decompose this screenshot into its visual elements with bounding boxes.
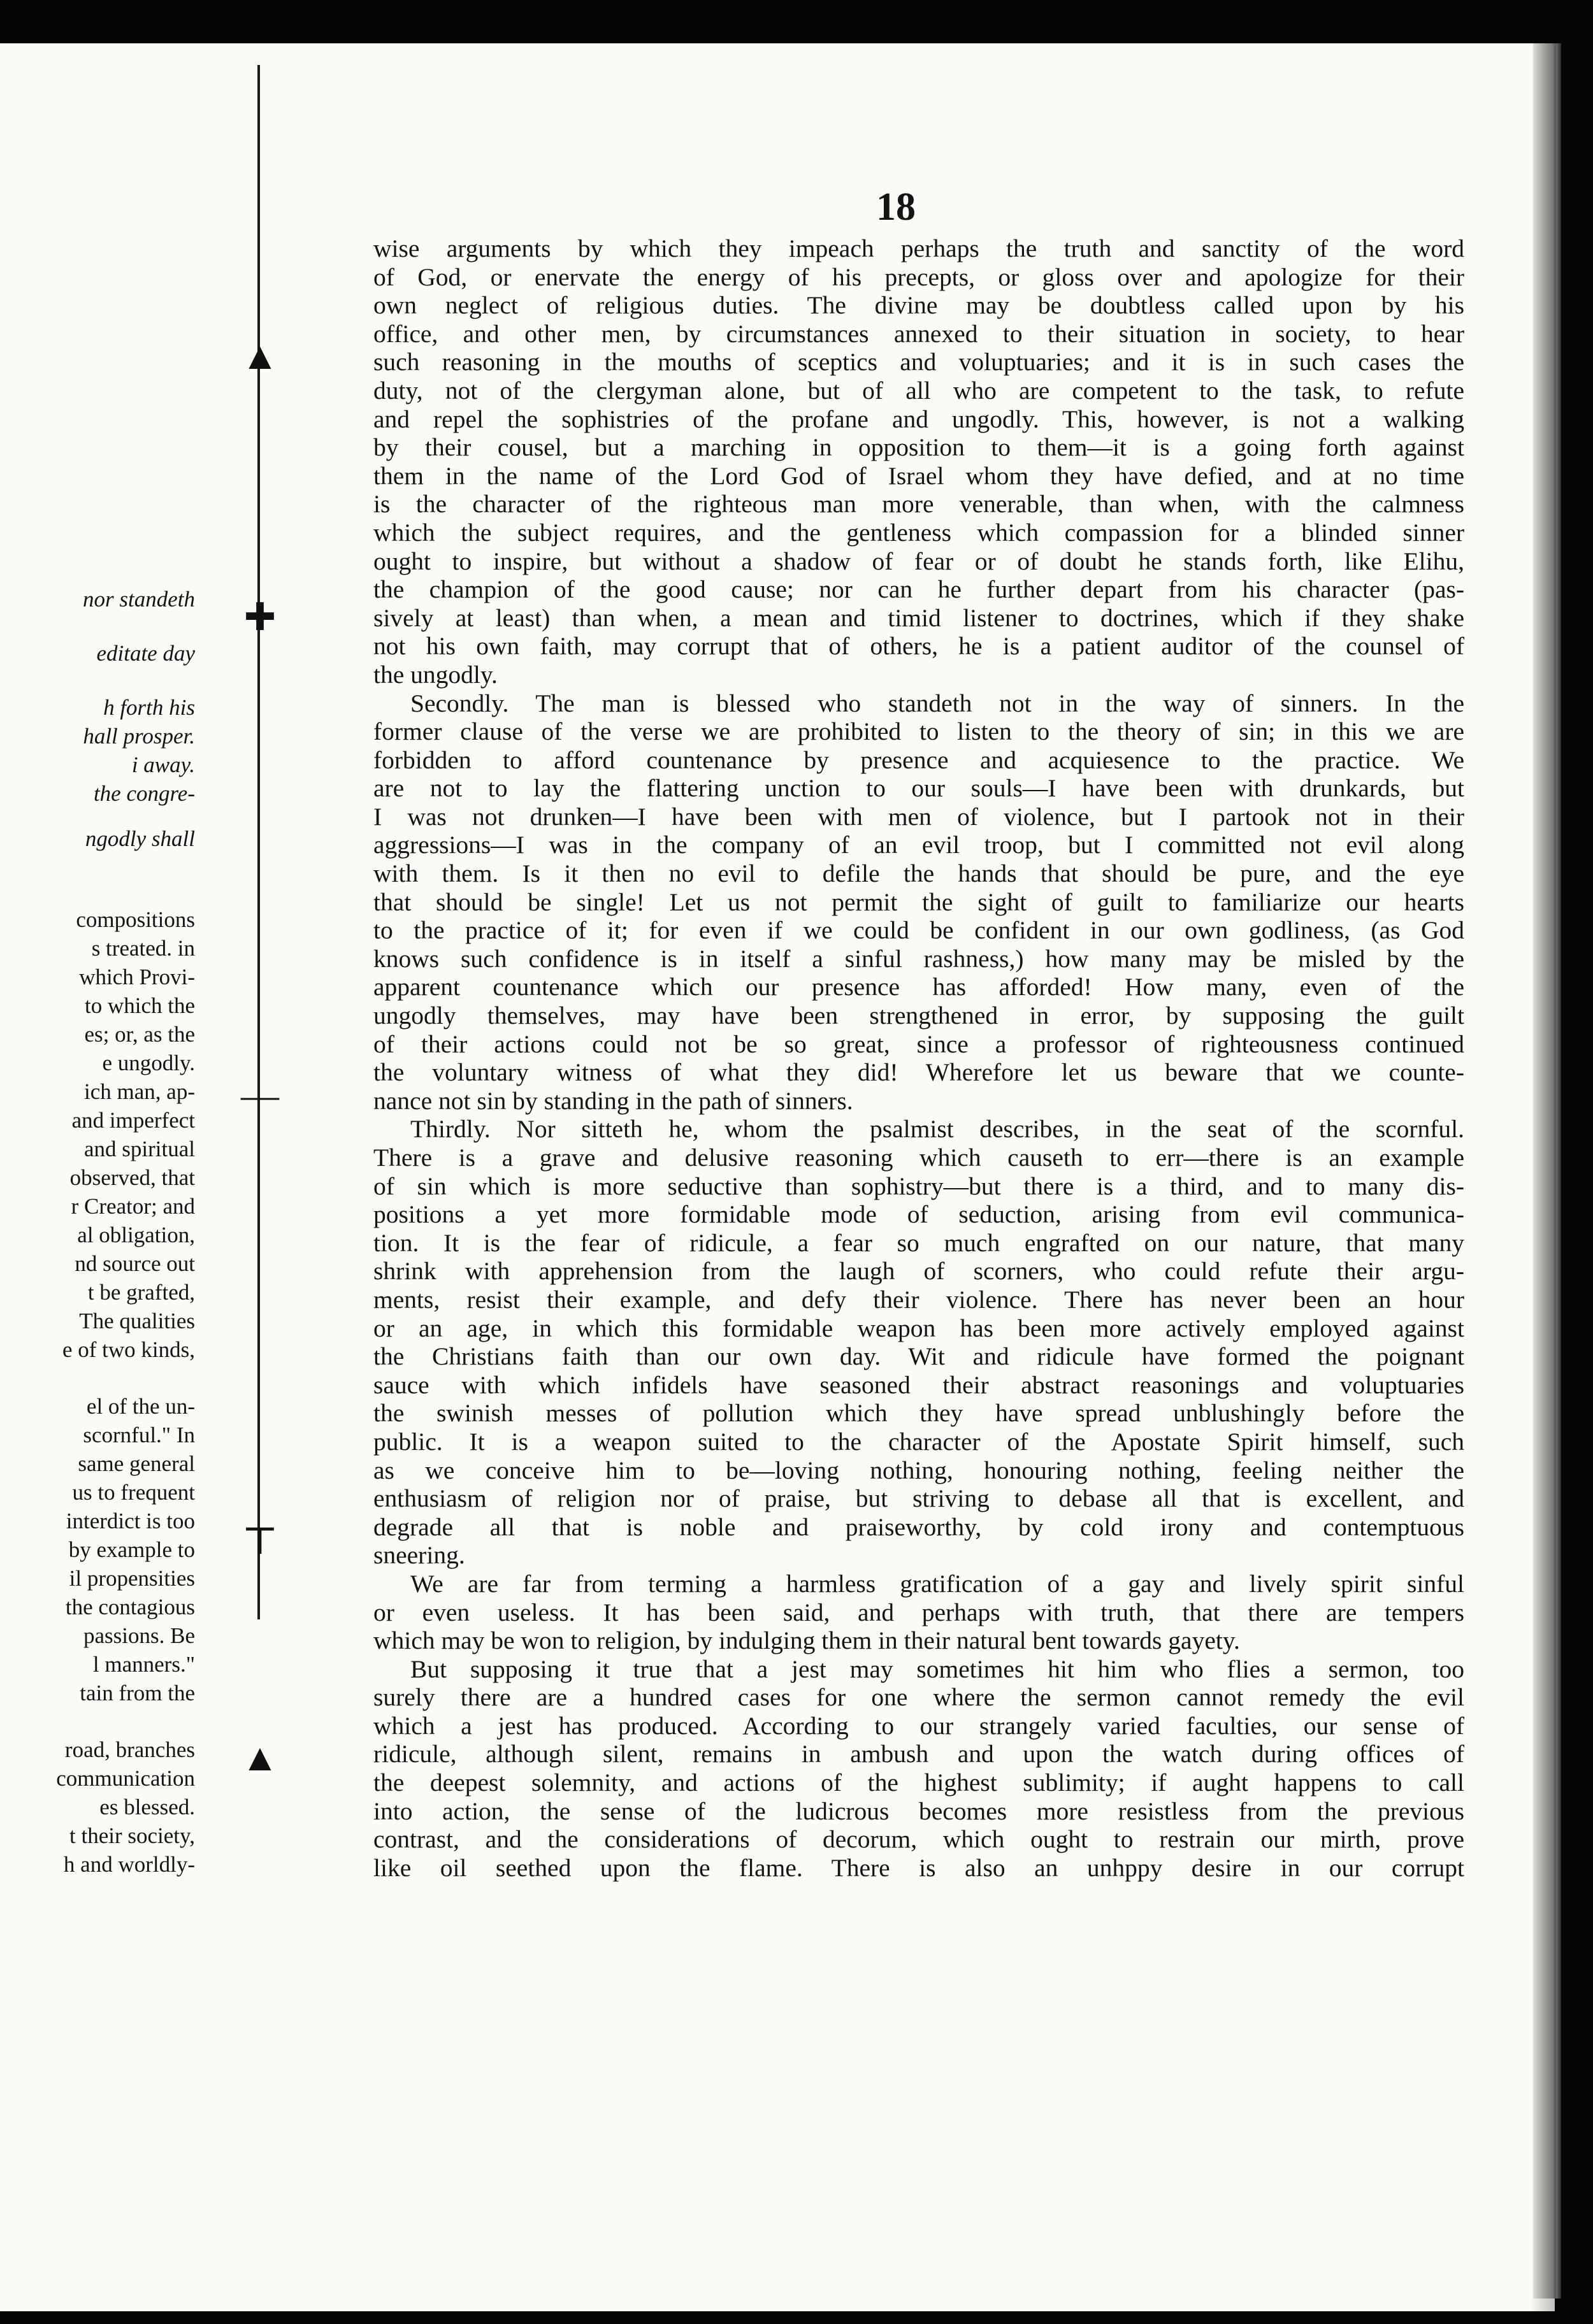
fragment-line: road, branches (64, 1737, 195, 1762)
fragment-line: h and worldly- (63, 1852, 195, 1877)
text-line: forbidden to afford countenance by presence and acquiesence to the practice. We (373, 745, 1464, 774)
text-line: the champion of the good cause; nor can he further depart from his character (pas- (373, 575, 1464, 604)
text-line: by their cousel, but a marching in opposition to them—it is a going forth against (373, 433, 1464, 462)
fragment-line: tain from the (80, 1681, 195, 1705)
body-text (373, 234, 1464, 1882)
fragment-line: to which the (84, 993, 195, 1018)
fragment-line: i away. (131, 752, 195, 777)
text-line: not his own faith, may corrupt that of others, he is a patient auditor of the counsel of (373, 632, 1464, 661)
text-line: enthusiasm of religion nor of praise, but striving to debase all that is excellent, and (373, 1484, 1464, 1513)
binding-ornament-icon: ▲ (241, 1737, 279, 1779)
text-line: the swinish messes of pollution which they have spread unblushingly before the (373, 1399, 1464, 1428)
text-line: of their actions could not be so great, since a professor of righteousness continued (373, 1029, 1464, 1058)
text-line: nance not sin by standing in the path of sinners. (373, 1086, 853, 1115)
text-line: which may be won to religion, by indulging them in their natural bent towards gayety. (373, 1626, 1240, 1655)
text-line: I was not drunken—I have been with men of violence, but I partook not in their (373, 802, 1464, 831)
fragment-line: and spiritual (84, 1137, 195, 1161)
text-line: like oil seethed upon the flame. There is also an unhppy desire in our corrupt (373, 1853, 1464, 1882)
fragment-line: passions. Be (83, 1623, 195, 1648)
text-line: contrast, and the considerations of decorum, which ought to restrain our mirth, prove (373, 1825, 1464, 1854)
fragment-line: al obligation, (77, 1223, 195, 1247)
text-line: the deepest solemnity, and actions of the highest sublimity; if aught happens to call (373, 1768, 1464, 1797)
text-line: the ungodly. (373, 660, 498, 689)
fragment-line: l manners." (92, 1652, 195, 1677)
binding-ornament-icon: ✚ (243, 596, 277, 638)
fragment-line: the contagious (65, 1595, 195, 1619)
fragment-line: ich man, ap- (84, 1079, 195, 1104)
fragment-line: observed, that (69, 1165, 195, 1190)
text-line: own neglect of religious duties. The divine may be doubtless called upon by his (373, 291, 1464, 320)
text-line: aggressions—I was in the company of an evil troop, but I committed not evil along (373, 831, 1464, 859)
text-line: ments, resist their example, and defy their violence. There has never been an hour (373, 1285, 1464, 1314)
text-line: ridicule, although silent, remains in ambush and upon the watch during offices of (373, 1740, 1464, 1768)
text-line: surely there are a hundred cases for one where the sermon cannot remedy the evil (373, 1683, 1464, 1712)
text-line: or an age, in which this formidable weapon has been more actively employed against (373, 1314, 1464, 1342)
text-line: apparent countenance which our presence has afforded! How many, even of the (373, 973, 1464, 1001)
text-line: knows such confidence is in itself a sinful rashness,) how many may be misled by the (373, 944, 1464, 973)
fragment-line: scornful." In (83, 1423, 195, 1447)
fragment-line: interdict is too (66, 1509, 195, 1533)
text-line: But supposing it true that a jest may sometimes hit him who flies a sermon, too (410, 1654, 1464, 1683)
fragment-line: nd source out (75, 1251, 195, 1276)
text-line: which a jest has produced. According to our strangely varied faculties, our sense of (373, 1711, 1464, 1740)
fragment-line: r Creator; and (71, 1194, 195, 1219)
text-line: the voluntary witness of what they did! Wherefore let us beware that we counte- (373, 1058, 1464, 1087)
text-line: the Christians faith than our own day. Wit and ridicule have formed the poignant (373, 1342, 1464, 1371)
fragment-line: es blessed. (99, 1795, 195, 1819)
text-line: office, and other men, by circumstances annexed to their situation in society, to hear (373, 319, 1464, 348)
fragment-line: il propensities (69, 1566, 195, 1591)
binding-ornament-icon: ⊤ (241, 1520, 278, 1562)
text-line: ought to inspire, but without a shadow of fear or of doubt he stands forth, like Elihu, (373, 547, 1464, 575)
page-sheet (0, 43, 1555, 2311)
text-line: them in the name of the Lord God of Israel whom they have defied, and at no time (373, 461, 1464, 490)
binding-ornament-icon: ― (241, 1074, 279, 1116)
right-page-edge (1531, 43, 1556, 2311)
text-line: such reasoning in the mouths of sceptics and voluptuaries; and it is in such cases the (373, 348, 1464, 377)
text-line: that should be single! Let us not permit the sight of guilt to familiarize our hearts (373, 887, 1464, 916)
previous-page-fragment (0, 43, 195, 1879)
fragment-line: compositions (76, 907, 195, 932)
text-line: and repel the sophistries of the profane and ungodly. This, however, is not a walking (373, 405, 1464, 433)
binding-ornament-icon: ▲ (241, 335, 279, 377)
fragment-line: el of the un- (86, 1394, 195, 1419)
fragment-line: s treated. in (91, 936, 195, 961)
fragment-line: es; or, as the (84, 1022, 195, 1047)
text-line: to the practice of it; for even if we could be confident in our own godliness, (as God (373, 916, 1464, 945)
fragment-line: the congre- (93, 781, 195, 806)
fragment-line: communication (56, 1766, 195, 1791)
text-line: into action, the sense of the ludicrous becomes more resistless from the previous (373, 1797, 1464, 1825)
binding-gutter-line (257, 65, 260, 1619)
text-line: positions a yet more formidable mode of seduction, arising from evil communica- (373, 1200, 1464, 1229)
fragment-line: t their society, (69, 1823, 195, 1848)
text-line: We are far from terming a harmless gratification of a gay and lively spirit sinful (410, 1569, 1464, 1598)
text-line: are not to lay the flattering unction to our souls—I have been with drunkards, but (373, 774, 1464, 803)
fragment-line: us to frequent (72, 1480, 195, 1505)
text-line: or even useless. It has been said, and perhaps with truth, that there are tempers (373, 1598, 1464, 1626)
text-line: of sin which is more seductive than sophistry—but there is a third, and to many dis- (373, 1172, 1464, 1200)
fragment-line: by example to (68, 1537, 195, 1562)
fragment-line: e ungodly. (102, 1051, 195, 1075)
text-line: sauce with which infidels have seasoned their abstract reasonings and voluptuaries (373, 1370, 1464, 1399)
text-line: is the character of the righteous man more venerable, than when, with the calmness (373, 490, 1464, 519)
fragment-line: e of two kinds, (62, 1337, 195, 1362)
page-number: 18 (876, 185, 916, 229)
text-line: tion. It is the fear of ridicule, a fear so much engrafted on our nature, that many (373, 1228, 1464, 1257)
text-line: shrink with apprehension from the laugh of scorners, who could refute their argu- (373, 1257, 1464, 1286)
text-line: sneering. (373, 1541, 465, 1570)
fragment-line: which Provi- (79, 965, 195, 989)
fragment-line: same general (78, 1451, 195, 1476)
fragment-line: ngodly shall (85, 826, 195, 851)
fragment-line: hall prosper. (83, 724, 195, 749)
fragment-line: h forth his (103, 695, 195, 720)
text-line: There is a grave and delusive reasoning which causeth to err—there is an example (373, 1144, 1464, 1172)
text-line: former clause of the verse we are prohibited to listen to the theory of sin; in this we are (373, 717, 1464, 746)
text-line: with them. Is it then no evil to defile the hands that should be pure, and the eye (373, 859, 1464, 888)
text-line: degrade all that is noble and praiseworthy, by cold irony and contemptuous (373, 1512, 1464, 1541)
text-line: Thirdly. Nor sitteth he, whom the psalmist describes, in the seat of the scornful. (410, 1115, 1464, 1144)
text-line: public. It is a weapon suited to the character of the Apostate Spirit himself, such (373, 1427, 1464, 1456)
fragment-line: and imperfect (71, 1108, 195, 1133)
text-line: Secondly. The man is blessed who standeth not in the way of sinners. In the (410, 689, 1464, 717)
fragment-line: editate day (96, 641, 195, 666)
text-line: which the subject requires, and the gentleness which compassion for a blinded sinner (373, 518, 1464, 547)
text-line: of God, or enervate the energy of his precepts, or gloss over and apologize for their (373, 262, 1464, 291)
text-line: duty, not of the clergyman alone, but of all who are competent to the task, to refute (373, 376, 1464, 405)
text-line: ungodly themselves, may have been strengthened in error, by supposing the guilt (373, 1001, 1464, 1030)
fragment-line: t be grafted, (87, 1280, 195, 1305)
text-line: sively at least) than when, a mean and timid listener to doctrines, which if they shake (373, 603, 1464, 632)
fragment-line: nor standeth (83, 587, 195, 612)
text-line: as we conceive him to be—loving nothing, honouring nothing, feeling neither the (373, 1456, 1464, 1484)
fragment-line: The qualities (79, 1309, 195, 1333)
text-line: wise arguments by which they impeach perhaps the truth and sanctity of the word (373, 234, 1464, 262)
